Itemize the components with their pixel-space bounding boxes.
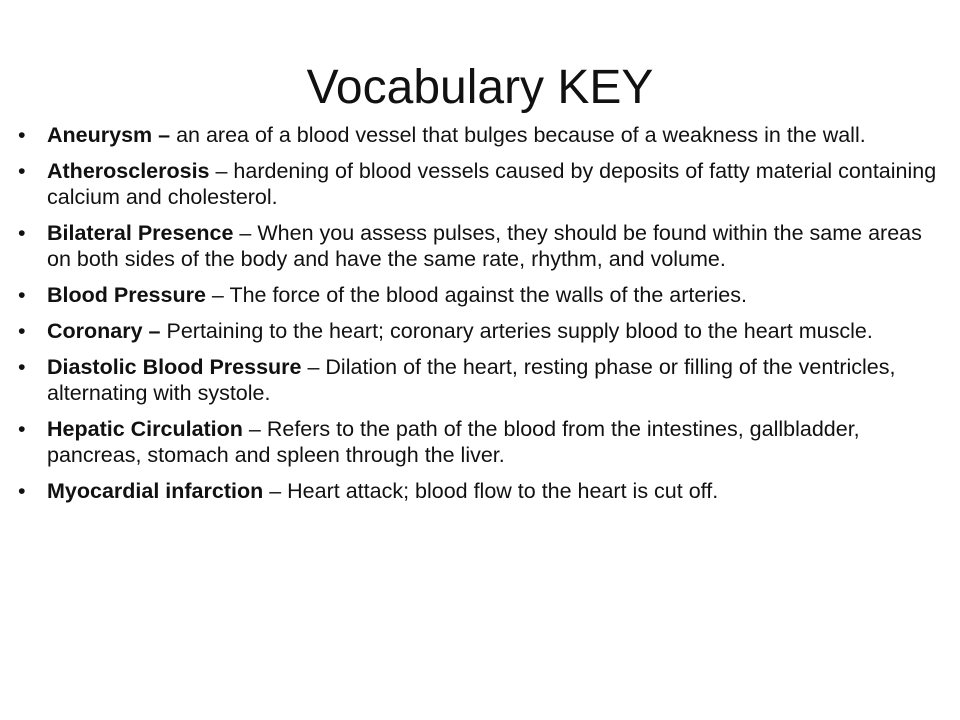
bullet-icon: • <box>18 479 26 503</box>
vocabulary-definition: – The force of the blood against the walls of the arteries. <box>205 283 747 307</box>
list-item <box>18 220 944 272</box>
vocabulary-definition: – Heart attack; blood flow to the heart is cut off. <box>263 479 719 503</box>
vocabulary-term: Myocardial infarction <box>47 479 264 503</box>
bullet-icon: • <box>18 123 26 147</box>
list-item <box>18 318 944 344</box>
bullet-icon: • <box>18 319 26 343</box>
bullet-icon: • <box>18 221 26 245</box>
vocabulary-term: Atherosclerosis <box>47 159 210 183</box>
bullet-icon: • <box>18 159 26 183</box>
vocabulary-term: Coronary – <box>47 319 161 343</box>
vocabulary-term: Aneurysm – <box>47 123 171 147</box>
vocabulary-definition: – Refers to the path of the blood from the intestines, gallbladder, pancreas, stomach and spleen through the liver. <box>47 417 860 467</box>
vocabulary-definition: – When you assess pulses, they should be found within the same areas on both sides of the body and have the same rate, rhythm, and volume. <box>47 221 922 271</box>
vocabulary-list <box>18 122 944 514</box>
bullet-icon: • <box>18 283 26 307</box>
list-item <box>18 478 944 504</box>
vocabulary-term: Hepatic Circulation <box>47 417 243 441</box>
slide-title: Vocabulary KEY <box>306 61 654 114</box>
list-item <box>18 282 944 308</box>
bullet-icon: • <box>18 417 26 441</box>
bullet-icon: • <box>18 355 26 379</box>
list-item <box>18 416 944 468</box>
vocabulary-term: Diastolic Blood Pressure <box>47 355 302 379</box>
list-item <box>18 158 944 210</box>
vocabulary-definition: – Dilation of the heart, resting phase or filling of the ventricles, alternating with systole. <box>47 355 896 405</box>
vocabulary-definition: an area of a blood vessel that bulges because of a weakness in the wall. <box>170 123 866 147</box>
list-item <box>18 354 944 406</box>
vocabulary-term: Blood Pressure <box>47 283 206 307</box>
vocabulary-term: Bilateral Presence <box>47 221 234 245</box>
list-item <box>18 122 944 148</box>
vocabulary-definition: Pertaining to the heart; coronary arteries supply blood to the heart muscle. <box>160 319 873 343</box>
vocabulary-definition: – hardening of blood vessels caused by deposits of fatty material containing calcium and cholesterol. <box>47 159 937 209</box>
